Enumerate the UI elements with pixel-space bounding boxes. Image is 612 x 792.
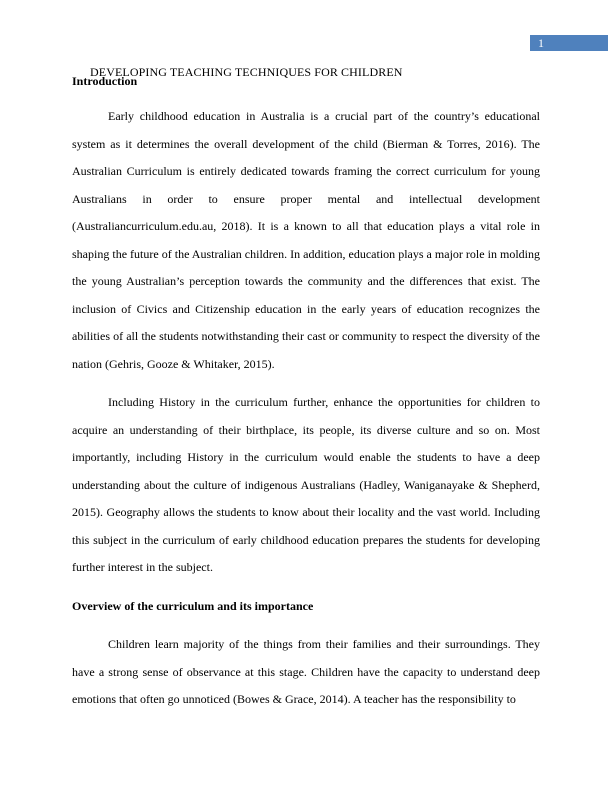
overview-heading: Overview of the curriculum and its importance: [72, 599, 314, 613]
running-head: DEVELOPING TEACHING TECHNIQUES FOR CHILDREN: [90, 65, 403, 79]
page-number: 1: [538, 36, 544, 50]
introduction-heading: Introduction: [72, 74, 138, 88]
page-number-bar: [530, 35, 608, 51]
introduction-paragraph-1: Early childhood education in Australia is a crucial part of the country’s educational system as it determines the overall development of the child (Bierman & Torres, 2016). The Australian Curriculum is entirely dedicated towards framing the correct curriculum for young Australians in order to ensure proper mental and intellectual development (Australiancurriculum.edu.au, 2018). It is a known to all that education plays a vital role in shaping the future of the Australian children. In addition, education plays a major role in molding the young Australian’s perception towards the community and the differences that exist. The inclusion of Civics and Citizenship education in the early years of education recognizes the abilities of all the students notwithstanding their cast or community to respect the diversity of the nation (Gehris, Gooze & Whitaker, 2015).: [72, 109, 540, 371]
overview-paragraph-1: Children learn majority of the things from their families and their surroundings. They have a strong sense of observance at this stage. Children have the capacity to understand deep emotions that often go unnoticed (Bowes & Grace, 2014). A teacher has the responsibility to: [72, 637, 540, 706]
introduction-paragraph-2: Including History in the curriculum further, enhance the opportunities for children to acquire an understanding of their birthplace, its people, its diverse culture and so on. Most importantly, including History in the curriculum would enable the students to have a deep understanding about the culture of indigenous Australians (Hadley, Waniganayake & Shepherd, 2015). Geography allows the students to know about their locality and the vast world. Including this subject in the curriculum of early childhood education prepares the students for developing further interest in the subject.: [72, 395, 540, 574]
